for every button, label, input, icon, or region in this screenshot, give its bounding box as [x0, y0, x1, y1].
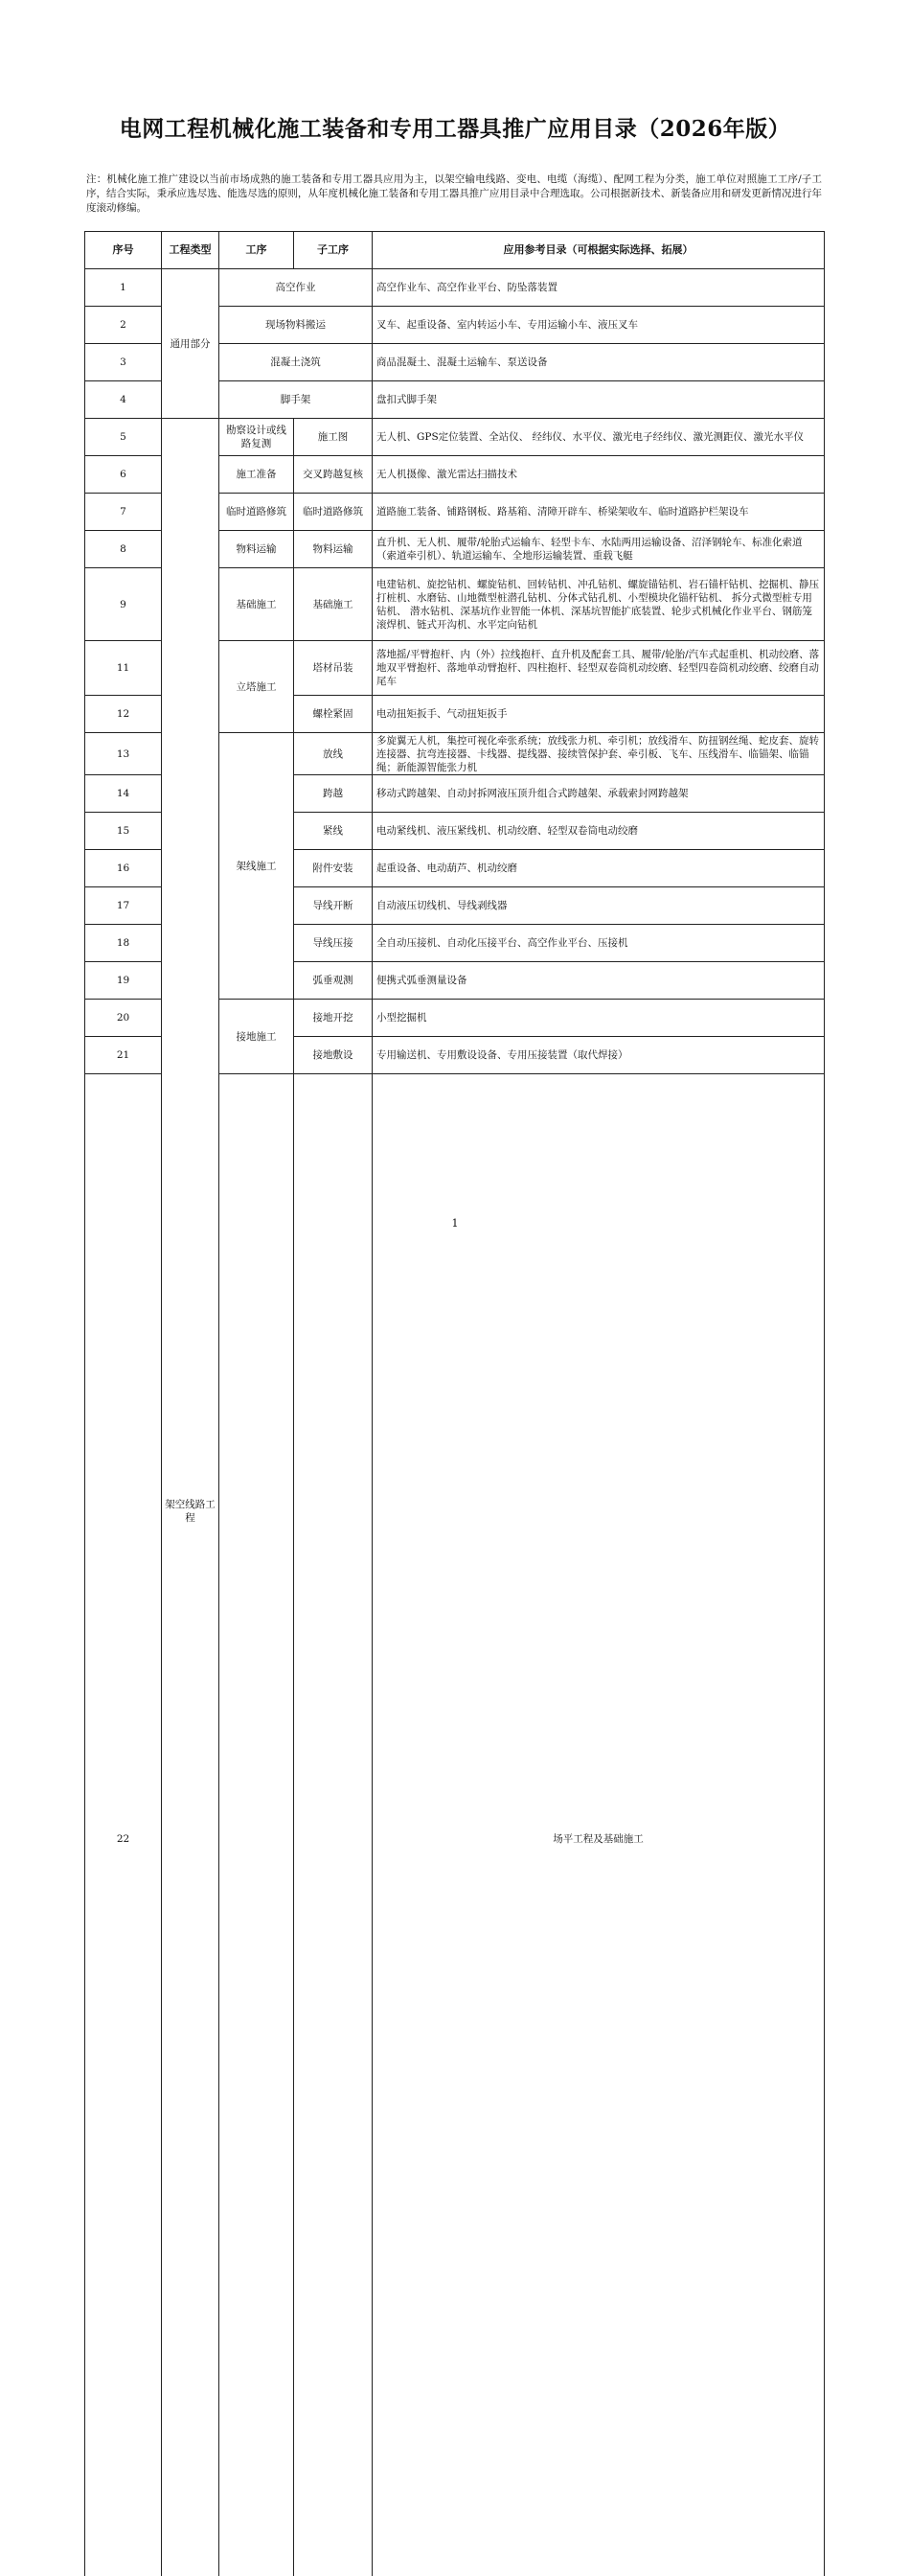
row-num: 16: [85, 850, 162, 887]
row-subprocess: 螺栓紧固: [294, 696, 373, 733]
row-num: 11: [85, 641, 162, 696]
row-num: 18: [85, 925, 162, 962]
process-stringing: 架线施工: [219, 733, 294, 1000]
row-subprocess: 接地敷设: [294, 1037, 373, 1074]
row-num: 8: [85, 531, 162, 568]
row-subprocess: 场平工程及基础施工: [373, 1074, 825, 2576]
row-num: 13: [85, 733, 162, 775]
row-reference: 便携式弧垂测量设备: [373, 962, 825, 1000]
header-subprocess: 子工序: [294, 232, 373, 269]
row-subprocess: 接地开挖: [294, 1000, 373, 1037]
type-overhead: 架空线路工程: [162, 419, 219, 2576]
row-reference: 高空作业车、高空作业平台、防坠落装置: [373, 269, 825, 307]
header-num: 序号: [85, 232, 162, 269]
row-reference: 直升机、无人机、履带/轮胎式运输车、轻型卡车、水陆两用运输设备、沼泽钢轮车、标准化索道（索道牵引机）、轨道运输车、全地形运输装置、重载飞艇: [373, 531, 825, 568]
row-subprocess: 塔材吊装: [294, 641, 373, 696]
type-general: 通用部分: [162, 269, 219, 419]
row-reference: 电动紧线机、液压紧线机、机动绞磨、轻型双卷筒电动绞磨: [373, 813, 825, 850]
row-subprocess: 物料运输: [294, 531, 373, 568]
process-grounding: 接地施工: [219, 1000, 294, 1074]
table-row: [85, 419, 825, 456]
row-reference: 电建钻机、旋挖钻机、螺旋钻机、回转钻机、冲孔钻机、螺旋锚钻机、岩石锚杆钻机、挖掘机、静压打桩机、水磨钻、山地微型桩潜孔钻机、分体式钻孔机、小型模块化锚杆钻机、 拆分式微型桩专用钻机、 潜水钻机、深基坑作业智能一体机、深基坑智能扩底装置、轮步式机械化作业平台、钢筋笼滚焊机、链式开沟机、水平定向钻机: [373, 568, 825, 641]
row-num: 22: [85, 1074, 162, 2576]
row-num: 21: [85, 1037, 162, 1074]
row-reference: 多旋翼无人机，集控可视化牵张系统；放线张力机、牵引机；放线滑车、防扭钢丝绳、蛇皮套、旋转连接器、抗弯连接器、卡线器、提线器、接续管保护套、牵引板、飞车、压线滑车、临锚架、临锚绳；新能源智能张力机: [373, 733, 825, 775]
row-reference: 小型挖掘机: [373, 1000, 825, 1037]
row-subprocess: 施工图: [294, 419, 373, 456]
row-num: 6: [85, 456, 162, 494]
type-continued: [219, 1074, 294, 2576]
header-reference: 应用参考目录（可根据实际选择、拓展）: [373, 232, 825, 269]
page-number: 1: [0, 1217, 910, 1230]
header-type: 工程类型: [162, 232, 219, 269]
row-subprocess: 临时道路修筑: [294, 494, 373, 531]
row-process: 混凝土浇筑: [219, 344, 373, 381]
row-num: 4: [85, 381, 162, 419]
row-num: 1: [85, 269, 162, 307]
row-process: 施工准备: [219, 456, 294, 494]
row-subprocess: 弧垂观测: [294, 962, 373, 1000]
table-row: [85, 269, 825, 307]
row-subprocess: 导线开断: [294, 887, 373, 925]
row-reference: 电动扭矩扳手、气动扭矩扳手: [373, 696, 825, 733]
row-num: 20: [85, 1000, 162, 1037]
process-tower: 立塔施工: [219, 641, 294, 733]
row-num: 7: [85, 494, 162, 531]
row-reference: 无人机摄像、激光雷达扫描技术: [373, 456, 825, 494]
row-reference: 无人机、GPS定位装置、全站仪、 经纬仪、水平仪、激光电子经纬仪、激光测距仪、激光水平仪: [373, 419, 825, 456]
row-reference: 专用输送机、专用敷设设备、专用压接装置（取代焊接）: [373, 1037, 825, 1074]
document-note: 注：机械化施工推广建设以当前市场成熟的施工装备和专用工器具应用为主，以架空输电线路、变电、电缆（海缆）、配网工程为分类，施工单位对照施工工序/子工序，结合实际，秉承应选尽选、能选尽选的原则，从年度机械化施工装备和专用工器具推广应用目录中合理选取。公司根据新技术、新装备应用和研发更新情况进行年度滚动修编。: [86, 172, 822, 216]
row-num: 14: [85, 775, 162, 813]
row-process: 勘察设计或线路复测: [219, 419, 294, 456]
row-process: 脚手架: [219, 381, 373, 419]
row-num: 12: [85, 696, 162, 733]
row-num: 9: [85, 568, 162, 641]
process-continued: [294, 1074, 373, 2576]
row-subprocess: 跨越: [294, 775, 373, 813]
row-num: 3: [85, 344, 162, 381]
row-num: 5: [85, 419, 162, 456]
row-process: 物料运输: [219, 531, 294, 568]
row-num: 17: [85, 887, 162, 925]
row-subprocess: 基础施工: [294, 568, 373, 641]
equipment-table: [84, 231, 825, 2576]
row-subprocess: 导线压接: [294, 925, 373, 962]
row-num: 2: [85, 307, 162, 344]
row-reference: 移动式跨越架、自动封拆网液压顶升组合式跨越架、承载索封网跨越架: [373, 775, 825, 813]
row-num: 15: [85, 813, 162, 850]
row-process: 现场物料搬运: [219, 307, 373, 344]
row-process: 临时道路修筑: [219, 494, 294, 531]
row-reference: 道路施工装备、铺路钢板、路基箱、清障开辟车、桥梁架收车、临时道路护栏架设车: [373, 494, 825, 531]
row-reference: 起重设备、电动葫芦、机动绞磨: [373, 850, 825, 887]
row-reference: 全自动压接机、自动化压接平台、高空作业平台、压接机: [373, 925, 825, 962]
row-reference: 落地摇/平臂抱杆、内（外）拉线抱杆、直升机及配套工具、履带/轮胎/汽车式起重机、机动绞磨、落地双平臂抱杆、落地单动臂抱杆、四柱抱杆、轻型双卷筒机动绞磨、轻型四卷筒机动绞磨、绞磨自动尾车: [373, 641, 825, 696]
row-process: 基础施工: [219, 568, 294, 641]
row-reference: 叉车、起重设备、室内转运小车、专用运输小车、液压叉车: [373, 307, 825, 344]
document-title: 电网工程机械化施工装备和专用工器具推广应用目录（2026年版）: [0, 111, 910, 143]
row-reference: 盘扣式脚手架: [373, 381, 825, 419]
row-subprocess: 紧线: [294, 813, 373, 850]
row-reference: 自动液压切线机、导线剥线器: [373, 887, 825, 925]
row-subprocess: 交叉跨越复核: [294, 456, 373, 494]
header-process: 工序: [219, 232, 294, 269]
row-subprocess: 放线: [294, 733, 373, 775]
table-header-row: [85, 232, 825, 269]
row-subprocess: 附件安装: [294, 850, 373, 887]
row-reference: 商品混凝土、混凝土运输车、泵送设备: [373, 344, 825, 381]
row-process: 高空作业: [219, 269, 373, 307]
row-num: 19: [85, 962, 162, 1000]
